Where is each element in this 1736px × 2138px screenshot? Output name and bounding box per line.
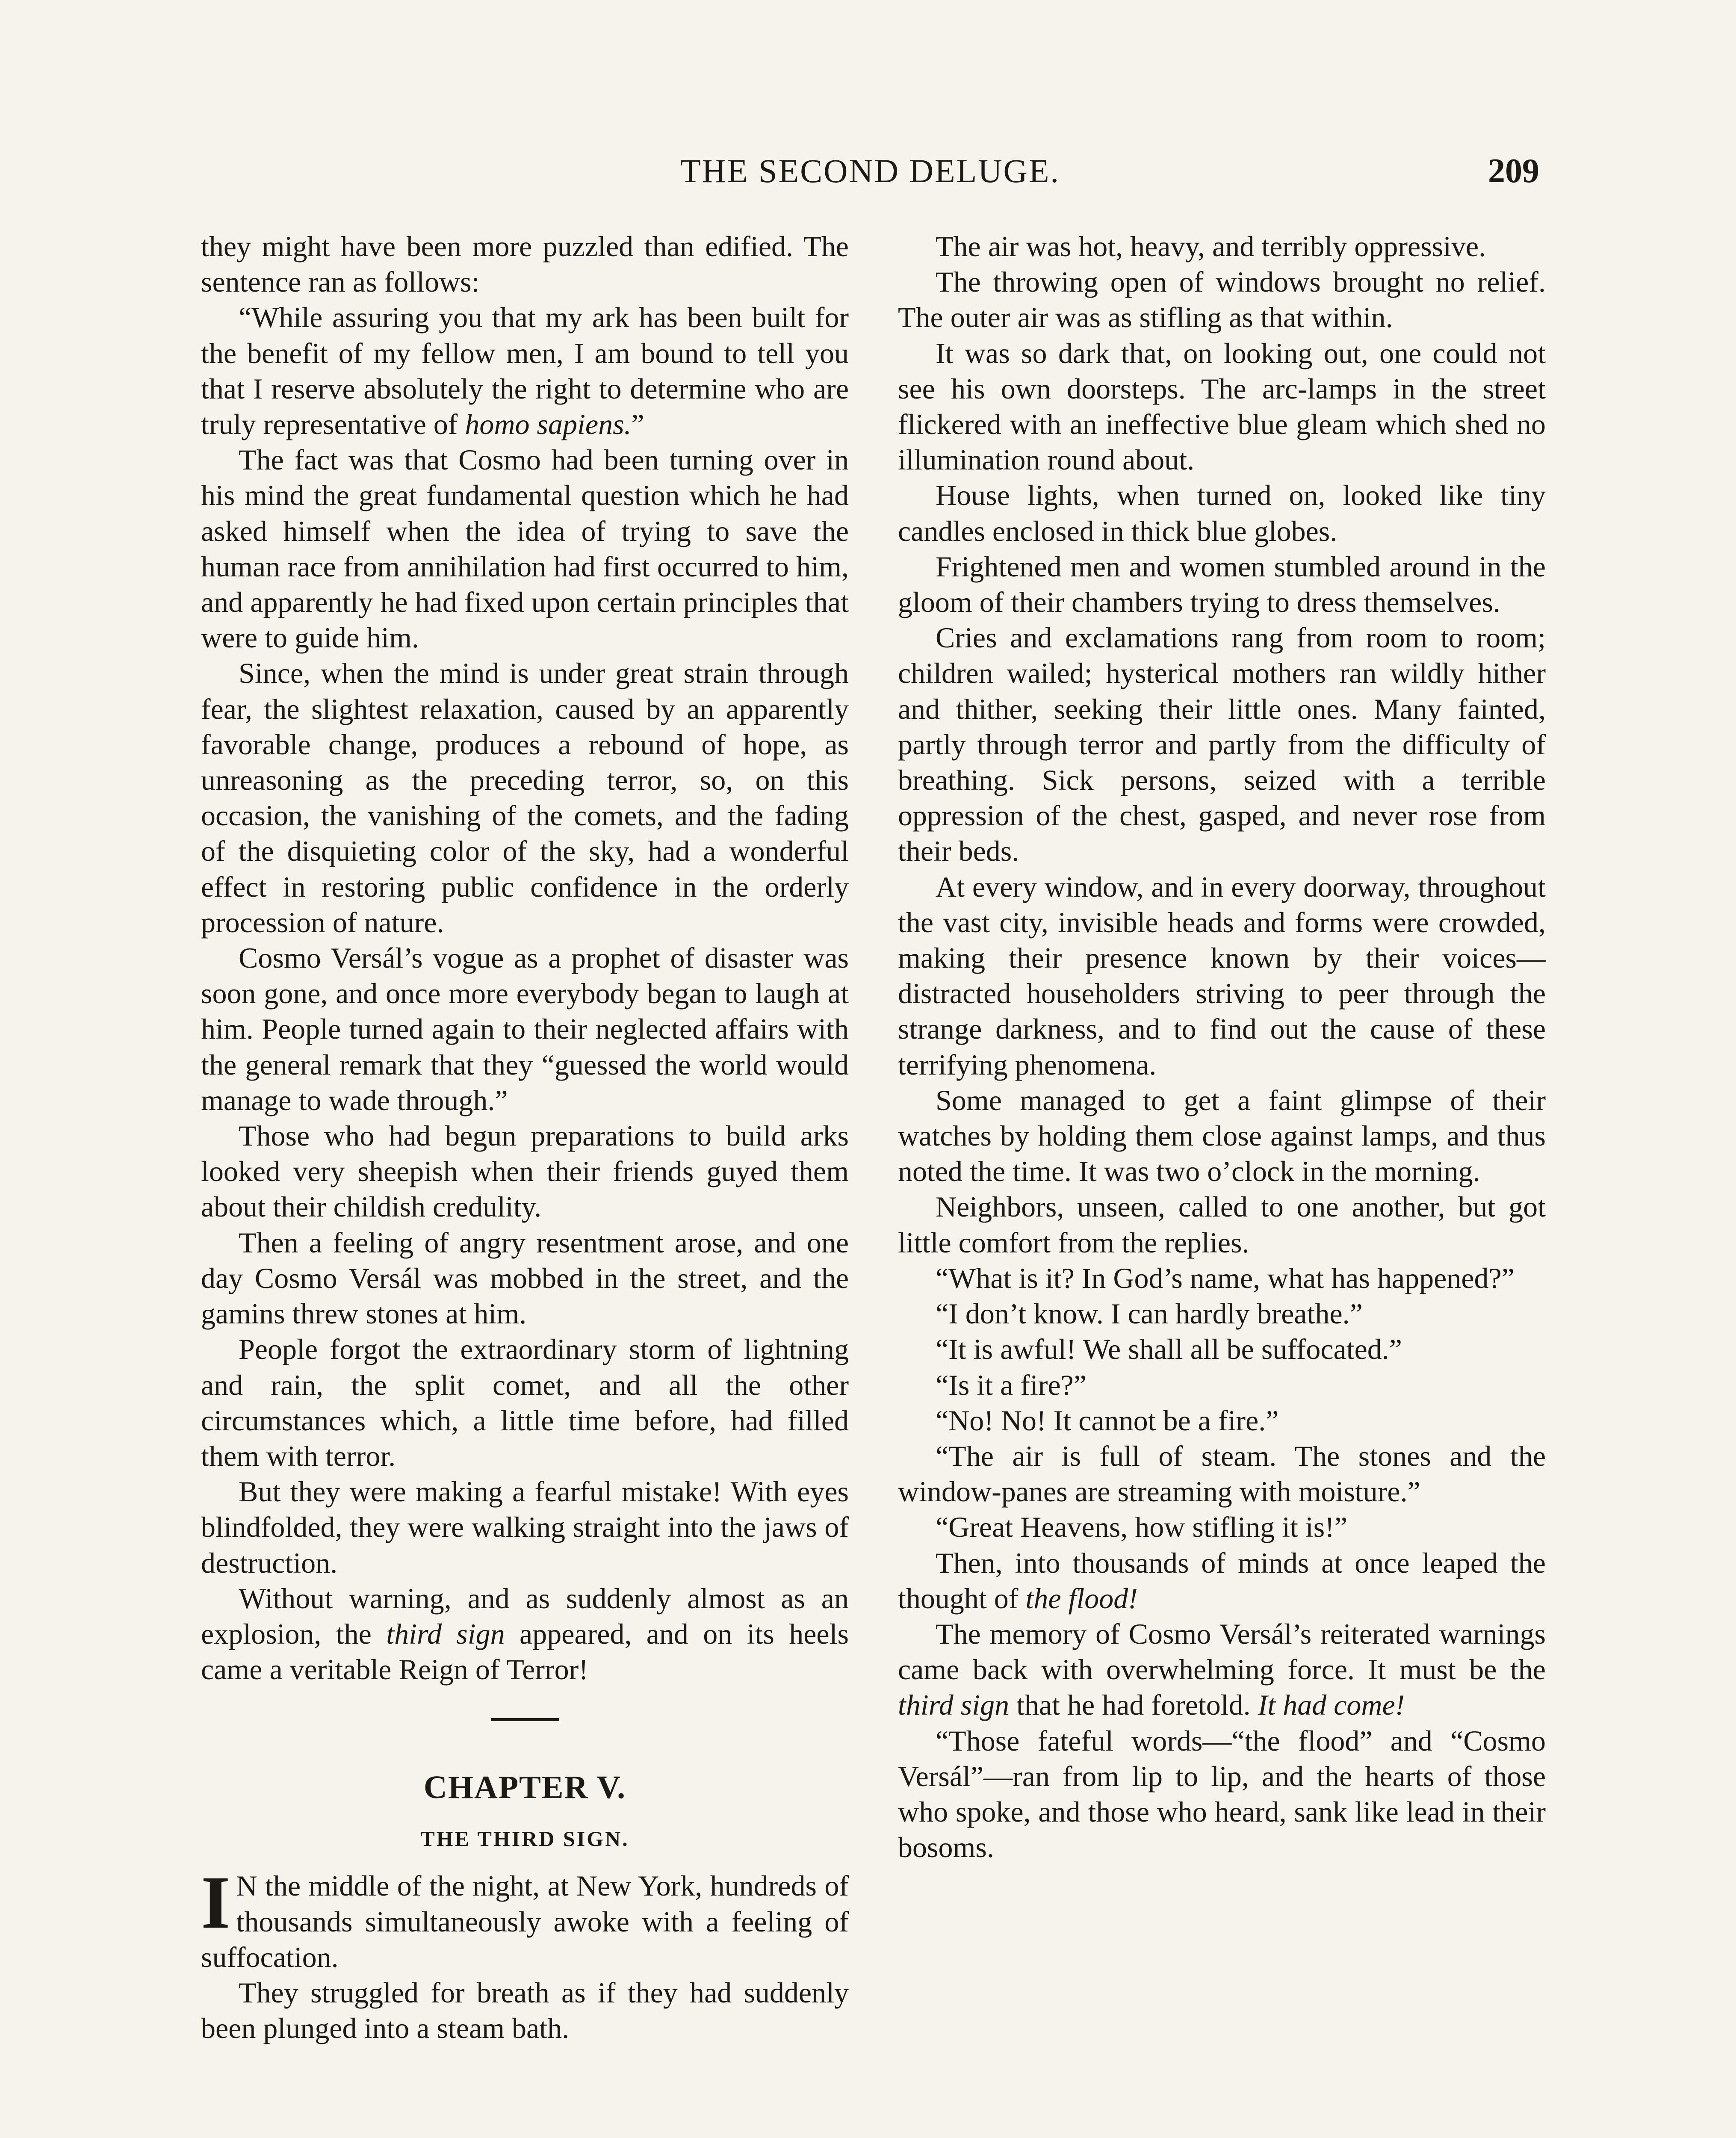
paragraph: People forgot the extraordinary storm of lightning and rain, the split comet, and all the other circumstances which, a little time before, had filled them with terror. [201,1333,849,1472]
paragraph [201,1581,849,1688]
paragraph: Cosmo Versál’s vogue as a prophet of disaster was soon gone, and once more everybody began to laugh at him. People turned again to their neglected affairs with the general remark that they “guessed the world would manage to wade through.” [201,942,849,1116]
page-header [201,145,1539,197]
italic-phrase: third sign [386,1617,505,1650]
quote-text: “While assuring you that my ark has been built for the benefit of my fellow men, I am bound to tell you that I reserve absolutely the right to determine who are truly representative of [201,301,849,441]
right-column [898,229,1546,1865]
section-divider [491,1718,559,1721]
paragraph: “I don’t know. I can hardly breathe.” [936,1297,1363,1330]
paragraph: “Great Heavens, how stifling it is!” [936,1511,1348,1544]
paragraph: “It is awful! We shall all be suffocated.” [936,1333,1402,1366]
text-run: The memory of Cosmo Versál’s reiterated warnings came back with overwhelming force. It must be the [898,1617,1546,1686]
paragraph [898,1545,1546,1616]
paragraph: Some managed to get a faint glimpse of their watches by holding them close against lamps, and thus noted the time. It was two o’clock in the morning. [898,1084,1546,1188]
italic-phrase: homo sapiens. [465,408,632,441]
paragraph: The air was hot, heavy, and terribly oppressive. [936,230,1486,263]
text-run: that he had foretold. [1009,1689,1258,1722]
paragraph: They struggled for breath as if they had suddenly been plunged into a steam bath. [201,1976,849,2045]
paragraph: “No! No! It cannot be a fire.” [936,1404,1279,1437]
paragraph: Those who had begun preparations to build arks looked very sheepish when their friends guyed them about their childish credulity. [201,1119,849,1223]
italic-phrase: the flood! [1025,1582,1138,1615]
paragraph: The throwing open of windows brought no relief. The outer air was as stifling as that within. [898,266,1546,334]
left-column [201,229,849,2046]
paragraph: they might have been more puzzled than edified. The sentence ran as follows: [201,230,849,298]
paragraph: House lights, when turned on, looked like tiny candles enclosed in thick blue globes. [898,479,1546,547]
paragraph: Neighbors, unseen, called to one another, but got little comfort from the replies. [898,1190,1546,1259]
paragraph: Frightened men and women stumbled around in the gloom of their chambers trying to dress themselves. [898,550,1546,619]
text-run: Then, into thousands of minds at once leaped the thought of [898,1546,1546,1615]
paragraph [201,1861,849,1975]
page-number: 209 [1488,152,1539,190]
paragraph: At every window, and in every doorway, throughout the vast city, invisible heads and forms were crowded, making their presence known by their voices—distracted householders striving to peer through the strange darkness, and to find out the cause of these terrifying phenomena. [898,870,1546,1081]
text-run: appeared, and on its heels came a veritable Reign of Terror! [201,1617,849,1686]
running-title: THE SECOND DELUGE. [680,152,1060,189]
paragraph: Cries and exclamations rang from room to room; children wailed; hysterical mothers ran wildly hither and thither, seeking their little ones. Many fainted, partly through terror and partly from the difficulty of breathing. Sick persons, seized with a terrible oppression of the chest, gasped, and never rose from their beds. [898,621,1546,868]
paragraph: The fact was that Cosmo had been turning over in his mind the great fundamental question which he had asked himself when the idea of trying to save the human race from annihilation had first occurred to him, and apparently he had fixed upon certain principles that were to guide him. [201,443,849,654]
paragraph: “Is it a fire?” [936,1368,1086,1401]
quote-close: ” [631,408,644,441]
text-run: N the middle of the night, at New York, hundreds of thousands simultaneously awoke with a feeling of suffocation. [201,1869,849,1973]
paragraph: Then a feeling of angry resentment arose, and one day Cosmo Versál was mobbed in the street, and the gamins threw stones at him. [201,1226,849,1330]
paragraph: “Those fateful words—“the flood” and “Cosmo Versál”—ran from lip to lip, and the hearts of those who spoke, and those who heard, sank like lead in their bosoms. [898,1724,1546,1864]
paragraph: Since, when the mind is under great strain through fear, the slightest relaxation, caused by an apparently favorable change, produces a rebound of hope, as unreasoning as the preceding terror, so, on this occasion, the vanishing of the comets, and the fading of the disquieting color of the sky, had a wonderful effect in restoring public confidence in the orderly procession of nature. [201,657,849,939]
italic-phrase: It had come! [1258,1689,1405,1722]
italic-phrase: third sign [898,1689,1010,1722]
chapter-heading: CHAPTER V. [423,1769,626,1806]
paragraph: It was so dark that, on looking out, one could not see his own doorsteps. The arc-lamps in the street flickered with an ineffective blue gleam which shed no illumination round about. [898,337,1546,476]
drop-cap: I [201,1861,230,1945]
paragraph: But they were making a fearful mistake! With eyes blindfolded, they were walking straight into the jaws of destruction. [201,1475,849,1579]
paragraph: “The air is full of steam. The stones and the window-panes are streaming with moisture.” [898,1439,1546,1508]
paragraph [898,1616,1546,1723]
chapter-subtitle: THE THIRD SIGN. [420,1827,629,1851]
text-run: Without warning, and as suddenly almost as an explosion, the [201,1582,849,1650]
paragraph: “What is it? In God’s name, what has happened?” [936,1261,1515,1294]
paragraph [201,300,849,442]
